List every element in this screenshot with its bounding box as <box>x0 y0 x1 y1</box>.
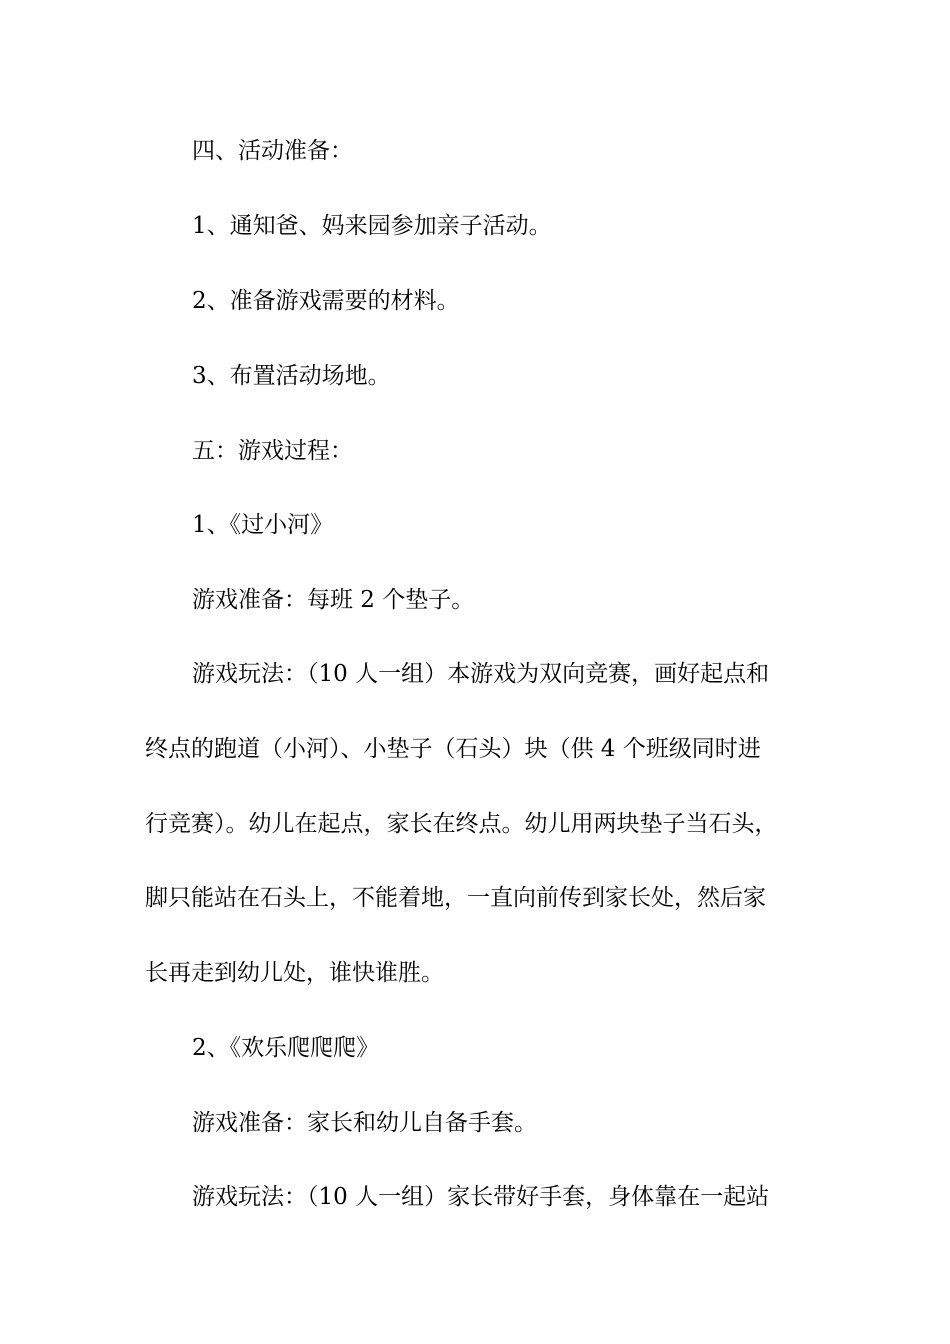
paragraph-line: 终点的跑道（小河）、小垫子（石头）块（供 4 个班级同时进 <box>145 736 761 762</box>
paragraph-line: 游戏准备：家长和幼儿自备手套。 <box>192 1110 537 1136</box>
game-title: 1、《过小河》 <box>192 512 334 538</box>
paragraph-line: 游戏玩法：（10 人一组）本游戏为双向竞赛，画好起点和 <box>192 661 770 687</box>
paragraph-line: 游戏准备：每班 2 个垫子。 <box>192 587 475 613</box>
section-heading-preparation: 四、活动准备： <box>192 138 353 164</box>
game-title: 2、《欢乐爬爬爬》 <box>192 1035 380 1061</box>
paragraph-line: 脚只能站在石头上，不能着地，一直向前传到家长处，然后家 <box>145 885 766 911</box>
list-item: 1、通知爸、妈来园参加亲子活动。 <box>192 213 552 239</box>
list-item: 3、布置活动场地。 <box>192 363 391 389</box>
paragraph-line: 游戏玩法：（10 人一组）家长带好手套，身体靠在一起站 <box>192 1184 770 1210</box>
paragraph-line: 长再走到幼儿处，谁快谁胜。 <box>145 960 444 986</box>
list-item: 2、准备游戏需要的材料。 <box>192 288 460 314</box>
section-heading-process: 五：游戏过程： <box>192 438 353 464</box>
paragraph-line: 行竞赛）。幼儿在起点，家长在终点。幼儿用两块垫子当石头， <box>145 811 778 837</box>
